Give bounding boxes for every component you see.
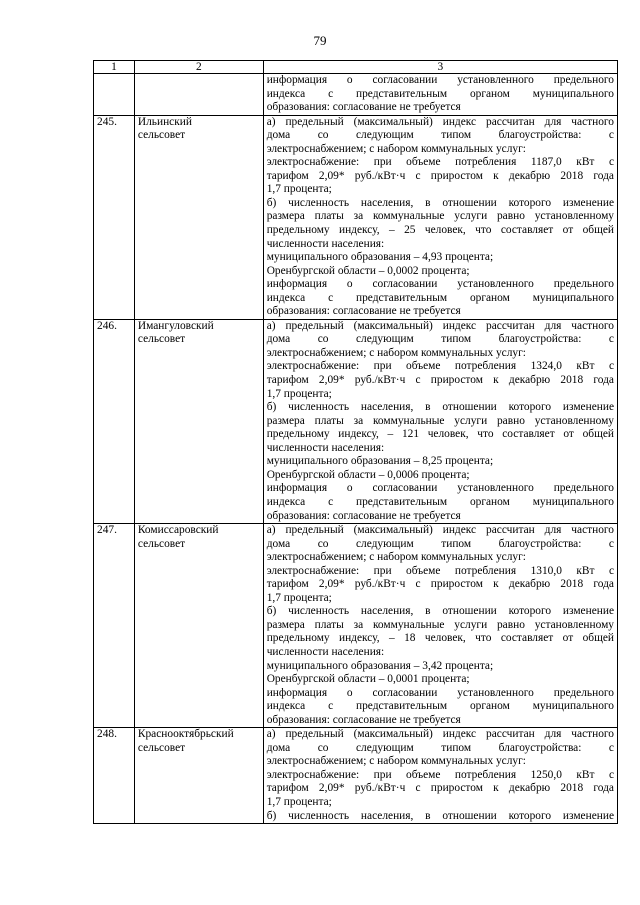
text-line: а) предельный (максимальный) индекс рассчитан для частного	[266, 319, 614, 332]
table-row	[94, 115, 618, 319]
municipality-name-line: сельсовет	[137, 333, 186, 346]
text-line: информация о согласовании установленного предельного	[266, 482, 614, 495]
text-line: муниципального образования – 8,25 процента;	[266, 455, 494, 468]
text-line: электроснабжение: при объеме потребления 1187,0 кВт с	[266, 156, 614, 169]
continuation-text-cell	[263, 74, 617, 116]
municipality-name-line: сельсовет	[137, 741, 186, 754]
text-line: тарифом 2,09* руб./кВт·ч с приростом к декабрю 2018 года	[266, 169, 614, 182]
page-number: 79	[313, 33, 327, 48]
text-line: 1,7 процента;	[266, 183, 332, 196]
table-row	[94, 524, 618, 728]
text-line: тарифом 2,09* руб./кВт·ч с приростом к декабрю 2018 года	[266, 782, 614, 795]
text-line: тарифом 2,09* руб./кВт·ч с приростом к декабрю 2018 года	[266, 374, 614, 387]
text-line: электроснабжение: при объеме потребления 1324,0 кВт с	[266, 360, 614, 373]
row-number: 246.	[94, 319, 135, 523]
text-line: индекса с представительным органом муниципального	[266, 291, 614, 304]
municipality-name	[134, 728, 263, 824]
text-line: образования: согласование не требуется	[266, 509, 461, 522]
row-number: 245.	[94, 115, 135, 319]
text-line: 1,7 процента;	[266, 795, 332, 808]
text-line: электроснабжением; с набором коммунальных услуг:	[266, 551, 526, 564]
text-line: образования: согласование не требуется	[266, 101, 461, 114]
text-line: предельному индексу, – 18 человек, что составляет от общей	[266, 632, 614, 645]
text-line: 1,7 процента;	[266, 591, 332, 604]
text-line: предельному индексу, – 25 человек, что составляет от общей	[266, 224, 614, 237]
municipality-name-line: сельсовет	[137, 129, 186, 142]
text-line: Оренбургской области – 0,0002 процента;	[266, 264, 470, 277]
text-line: индекса с представительным органом муниципального	[266, 87, 614, 100]
index-description	[263, 115, 617, 319]
index-description	[263, 319, 617, 523]
municipality-name-line: Комиссаровский	[137, 524, 219, 537]
text-line: б) численность населения, в отношении которого изменение	[266, 196, 614, 209]
continuation-name-cell	[134, 74, 263, 116]
text-line: муниципального образования – 3,42 процента;	[266, 659, 494, 672]
text-line: образования: согласование не требуется	[266, 305, 461, 318]
municipality-name-line: сельсовет	[137, 537, 186, 550]
continuation-row	[94, 74, 618, 116]
text-line: дома со следующим типом благоустройства: с	[266, 537, 614, 550]
text-line: электроснабжение: при объеме потребления 1250,0 кВт с	[266, 768, 614, 781]
text-line: индекса с представительным органом муниципального	[266, 700, 614, 713]
municipality-name-line: Ильинский	[137, 115, 192, 128]
table-row	[94, 728, 618, 824]
index-description	[263, 728, 617, 824]
text-line: информация о согласовании установленного предельного	[266, 686, 614, 699]
municipal-index-table	[93, 60, 618, 824]
text-line: электроснабжением; с набором коммунальных услуг:	[266, 346, 526, 359]
table-row	[94, 319, 618, 523]
text-line: б) численность населения, в отношении которого изменение	[266, 401, 614, 414]
text-line: электроснабжение: при объеме потребления 1310,0 кВт с	[266, 564, 614, 577]
row-number: 247.	[94, 524, 135, 728]
text-line: Оренбургской области – 0,0001 процента;	[266, 673, 470, 686]
header-cell-3: 3	[263, 61, 617, 74]
text-line: Оренбургской области – 0,0006 процента;	[266, 468, 470, 481]
text-line: дома со следующим типом благоустройства: с	[266, 129, 614, 142]
text-line: индекса с представительным органом муниципального	[266, 495, 614, 508]
text-line: дома со следующим типом благоустройства: с	[266, 741, 614, 754]
row-number: 248.	[94, 728, 135, 824]
header-cell-1: 1	[94, 61, 135, 74]
text-line: размера платы за коммунальные услуги равно установленному	[266, 210, 614, 223]
municipality-name	[134, 115, 263, 319]
text-line: электроснабжением; с набором коммунальных услуг:	[266, 142, 526, 155]
text-line: а) предельный (максимальный) индекс рассчитан для частного	[266, 524, 614, 537]
continuation-num-cell	[94, 74, 135, 116]
text-line: информация о согласовании установленного предельного	[266, 74, 614, 86]
text-line: информация о согласовании установленного предельного	[266, 278, 614, 291]
municipality-name	[134, 524, 263, 728]
text-line: а) предельный (максимальный) индекс рассчитан для частного	[266, 115, 614, 128]
municipality-name	[134, 319, 263, 523]
text-line: дома со следующим типом благоустройства: с	[266, 333, 614, 346]
text-line: численности населения:	[266, 237, 385, 250]
text-line: предельному индексу, – 121 человек, что составляет от общей	[266, 428, 614, 441]
text-line: б) численность населения, в отношении которого изменение	[266, 605, 614, 618]
text-line: численности населения:	[266, 441, 385, 454]
table-header-row	[94, 61, 618, 74]
municipality-name-line: Имангуловский	[137, 319, 214, 332]
text-line: муниципального образования – 4,93 процента;	[266, 251, 494, 264]
text-line: тарифом 2,09* руб./кВт·ч с приростом к декабрю 2018 года	[266, 578, 614, 591]
text-line: размера платы за коммунальные услуги равно установленному	[266, 618, 614, 631]
text-line: 1,7 процента;	[266, 387, 332, 400]
text-line: б) численность населения, в отношении которого изменение	[266, 809, 614, 822]
text-line: электроснабжением; с набором коммунальных услуг:	[266, 755, 526, 768]
text-line: а) предельный (максимальный) индекс рассчитан для частного	[266, 728, 614, 741]
text-line: размера платы за коммунальные услуги равно установленному	[266, 414, 614, 427]
municipality-name-line: Краснооктябрьский	[137, 728, 234, 741]
text-line: численности населения:	[266, 645, 385, 658]
index-description	[263, 524, 617, 728]
header-cell-2: 2	[134, 61, 263, 74]
text-line: образования: согласование не требуется	[266, 713, 461, 726]
